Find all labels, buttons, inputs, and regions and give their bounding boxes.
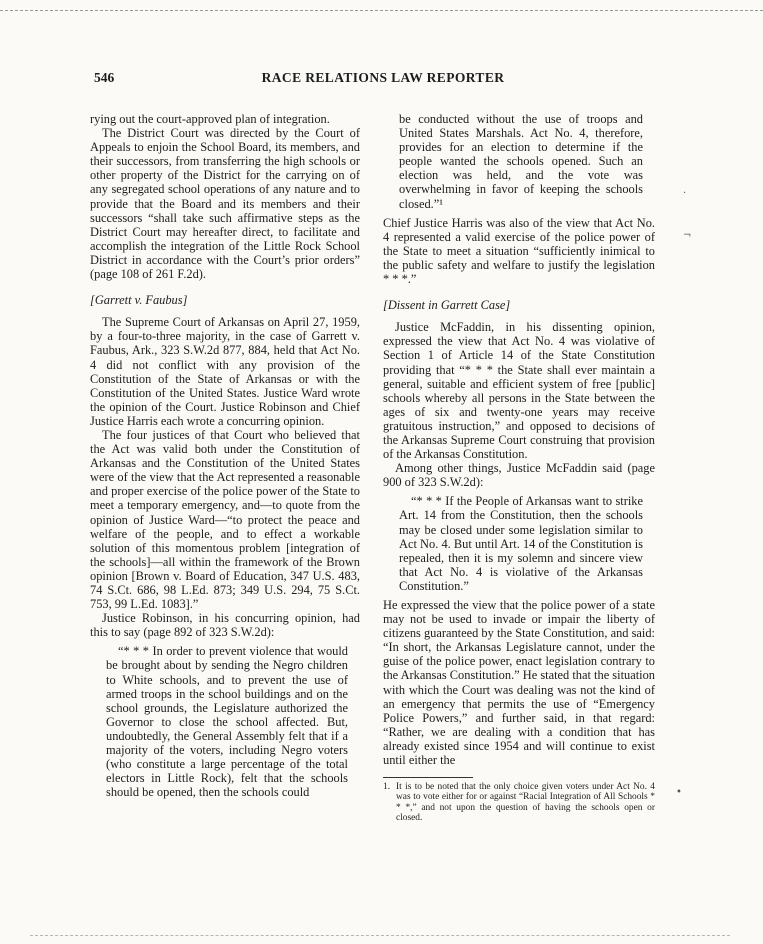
scan-speck: ¬: [683, 230, 692, 241]
page-header: [94, 70, 672, 88]
footnote-divider: [383, 777, 473, 778]
block-quote-continued: be conducted without the use of troops and United States Marshals. Act No. 4, therefore, provides for an election to determine if the people wanted the schools opened. Such an election was held, and the vote was overwhelming in favor of keeping the schools closed.”¹: [399, 112, 643, 211]
page-number: 546: [94, 70, 115, 85]
right-column: [383, 112, 655, 823]
top-edge-rule: [0, 10, 763, 11]
scan-speck: •: [676, 787, 682, 798]
footnote: [383, 782, 655, 823]
section-heading-garrett-v-faubus: [Garrett v. Faubus]: [90, 293, 188, 308]
running-title: RACE RELATIONS LAW REPORTER: [261, 70, 505, 85]
scan-speck: ·: [683, 188, 687, 199]
left-column: [90, 112, 360, 804]
block-quote-robinson: “* * * In order to prevent violence that would be brought about by sending the Negro children to White schools, and to prevent the use of armed troops in the school buildings and on the school grounds, the Legislature authorized the Governor to close the school affected. But, undoubtedly, the General Assembly felt that if a majority of the voters, including Negro voters (who constitute a large percentage of the total electors in Little Rock), felt that the schools should be opened, then the schools could: [106, 644, 348, 800]
paragraph: The four justices of that Court who believed that the Act was valid both under the Constitution of Arkansas and the Constitution of the United States were of the view that the Act represented a reasonable and proper exercise of the police power of the State to meet a temporary emergency, and—to quote from the opinion of Justice Ward—“to protect the peace and welfare of the people, and to effect a workable solution of this momentous problem [integration of the schools]—all within the framework of the Brown opinion [Brown v. Board of Education, 347 U.S. 483, 74 S.Ct. 686, 98 L.Ed. 873; 349 U.S. 294, 75 S.Ct. 753, 99 L.Ed. 1083].”: [90, 427, 360, 612]
footnote-text: It is to be noted that the only choice given voters under Act No. 4 was to vote either for or against “Racial Integration of All Schools * * *,” and not upon the question of having the schools open or closed.: [396, 782, 655, 823]
paragraph: The District Court was directed by the Court of Appeals to enjoin the School Board, its members, and their successors, from transferring the high schools or other property of the District for the carrying on of any segregated school operations of any nature and to provide that the Board and its members and their successors “shall take such affirmative steps as the District Court may hereafter direct, to facilitate and accomplish the integration of the Little Rock School District in accordance with the Court’s prior orders” (page 108 of 261 F.2d).: [90, 126, 360, 282]
footnote-number: 1.: [383, 782, 391, 793]
section-heading-dissent: [Dissent in Garrett Case]: [383, 298, 511, 313]
paragraph: The Supreme Court of Arkansas on April 27, 1959, by a four-to-three majority, in the case of Garrett v. Faubus, Ark., 323 S.W.2d 877, 884, held that Act No. 4 did not conflict with any provision of the Constitution of the State of Arkansas or with the Constitution of the United States. Justice Ward wrote the opinion of the Court. Justice Robinson and Chief Justice Harris each wrote a concurring opinion.: [90, 315, 360, 428]
block-quote-mcfaddin: “* * * If the People of Arkansas want to strike Art. 14 from the Constitution, then the schools may be closed under some legislation similar to Act No. 4. But until Art. 14 of the Constitution is repealed, then it is my solemn and sincere view that Act No. 4 is violative of the Arkansas Constitution.”: [399, 494, 643, 593]
paragraph: Justice McFaddin, in his dissenting opinion, expressed the view that Act No. 4 was violative of Section 1 of Article 14 of the State Constitution providing that “* * * the State shall ever maintain a general, suitable and efficient system of free [public] schools whereby all persons in the State between the ages of six and twenty-one years may receive gratuitous instruction,” and opposed to decisions of the Arkansas Supreme Court construing that provision of the Arkansas Constitution.: [383, 320, 655, 462]
paragraph: Justice Robinson, in his concurring opinion, had this to say (page 892 of 323 S.W.2d):: [90, 611, 360, 640]
paragraph: Chief Justice Harris was also of the view that Act No. 4 represented a valid exercise of the police power of the State to meet a situation “sufficiently inimical to the public safety and welfare to justify the legislation * * *.”: [383, 215, 655, 287]
paragraph: rying out the court-approved plan of integration.: [90, 112, 330, 126]
paragraph: He expressed the view that the police power of a state may not be used to invade or impair the liberty of citizens guaranteed by the State Constitution, and said: “In short, the Arkansas Legislature cannot, under the guise of the police power, enact legislation contrary to the Arkansas Constitution.” He stated that the situation with which the Court was dealing was not the kind of an emergency that permits the use of “Emergency Police Powers,” and further said, in that regard: “Rather, we are dealing with a condition that has already existed since 1954 and will continue to exist until either the: [383, 598, 655, 768]
paragraph: Among other things, Justice McFaddin said (page 900 of 323 S.W.2d):: [383, 461, 655, 490]
bottom-edge-rule: [30, 935, 730, 936]
